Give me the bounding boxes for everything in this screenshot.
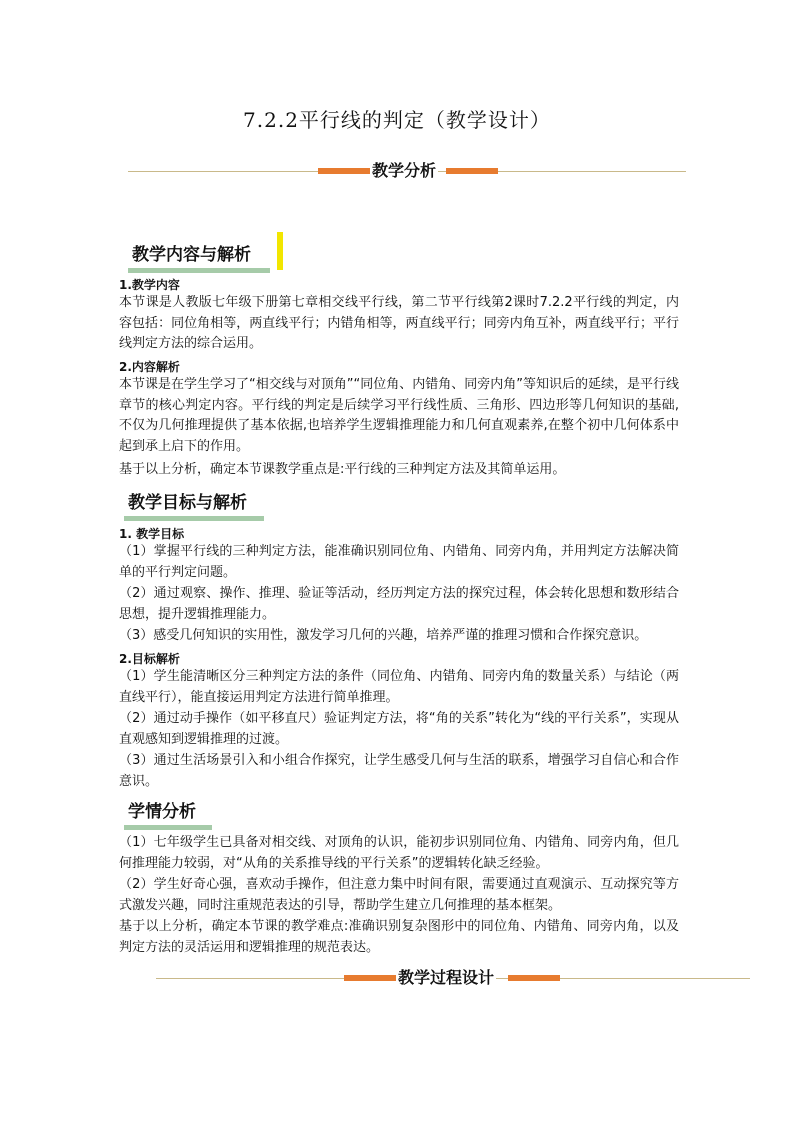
banner-right-bar	[446, 168, 498, 174]
subheading: 1. 教学目标	[119, 527, 185, 541]
section-heading-content	[128, 240, 255, 267]
analysis-item: （2）通过动手操作（如平移直尺）验证判定方法，将“角的关系”转化为“线的平行关系”，实现从直观感知到逻辑推理的过渡。	[119, 711, 679, 747]
banner-right-bar	[508, 975, 560, 981]
banner-label: 教学分析	[370, 158, 438, 181]
document-title: 7.2.2平行线的判定（教学设计）	[243, 108, 551, 132]
section-heading-text: 学情分析	[128, 802, 196, 822]
analysis-item: （1）学生能清晰区分三种判定方法的条件（同位角、内错角、同旁内角的数量关系）与结论（两直线平行），能直接运用判定方法进行简单推理。	[119, 669, 679, 705]
heading-underline	[128, 268, 270, 273]
section-heading-goals	[124, 488, 251, 515]
goal-item: （3）感受几何知识的实用性，激发学习几何的兴趣，培养严谨的推理习惯和合作探究意识。	[119, 628, 648, 643]
section-heading-text: 教学内容与解析	[132, 245, 251, 265]
subheading: 2.内容解析	[119, 360, 180, 374]
student-item: （2）学生好奇心强，喜欢动手操作，但注意力集中时间有限，需要通过直观演示、互动探究等方式激发兴趣，同时注重规范表达的引导，帮助学生建立几何推理的基本框架。	[119, 877, 679, 913]
goal-item: （2）通过观察、操作、推理、验证等活动，经历判定方法的探究过程，体会转化思想和数形结合思想，提升逻辑推理能力。	[119, 586, 679, 622]
analysis-item: （3）通过生活场景引入和小组合作探究，让学生感受几何与生活的联系，增强学习自信心和合作意识。	[119, 753, 679, 789]
heading-marker	[277, 232, 283, 270]
heading-underline	[124, 825, 212, 830]
section-heading-text: 教学目标与解析	[128, 493, 247, 513]
paragraph: 基于以上分析，确定本节课教学重点是:平行线的三种判定方法及其简单运用。	[119, 462, 566, 477]
banner-teaching-analysis	[0, 156, 794, 186]
section-heading-students	[124, 797, 200, 824]
student-item: （1）七年级学生已具备对相交线、对顶角的认识，能初步识别同位角、内错角、同旁内角，但几何推理能力较弱，对“从角的关系推导线的平行关系”的逻辑转化缺乏经验。	[119, 835, 679, 871]
subheading: 1.教学内容	[119, 278, 180, 292]
subheading: 2.目标解析	[119, 652, 180, 666]
banner-left-bar	[344, 975, 396, 981]
heading-underline	[124, 516, 264, 521]
banner-left-bar	[318, 168, 370, 174]
student-item: 基于以上分析，确定本节课的教学难点:准确识别复杂图形中的同位角、内错角、同旁内角，以及判定方法的灵活运用和逻辑推理的规范表达。	[119, 919, 679, 955]
banner-teaching-process	[0, 963, 794, 993]
paragraph: 本节课是在学生学习了“相交线与对顶角”“同位角、内错角、同旁内角”等知识后的延续，是平行线章节的核心判定内容。平行线的判定是后续学习平行线性质、三角形、四边形等几何知识的基础,不仅为几何推理提供了基本依据,也培养学生逻辑推理能力和几何直观素养,在整个初中几何体系中起到承上启下的作用。	[119, 377, 679, 454]
banner-label: 教学过程设计	[396, 965, 496, 988]
goal-item: （1）掌握平行线的三种判定方法，能准确识别同位角、内错角、同旁内角，并用判定方法解决简单的平行判定问题。	[119, 544, 679, 580]
paragraph: 本节课是人教版七年级下册第七章相交线平行线，第二节平行线第2课时7.2.2平行线的判定，内容包括：同位角相等，两直线平行；内错角相等，两直线平行；同旁内角互补，两直线平行；平行线判定方法的综合运用。	[119, 295, 679, 351]
